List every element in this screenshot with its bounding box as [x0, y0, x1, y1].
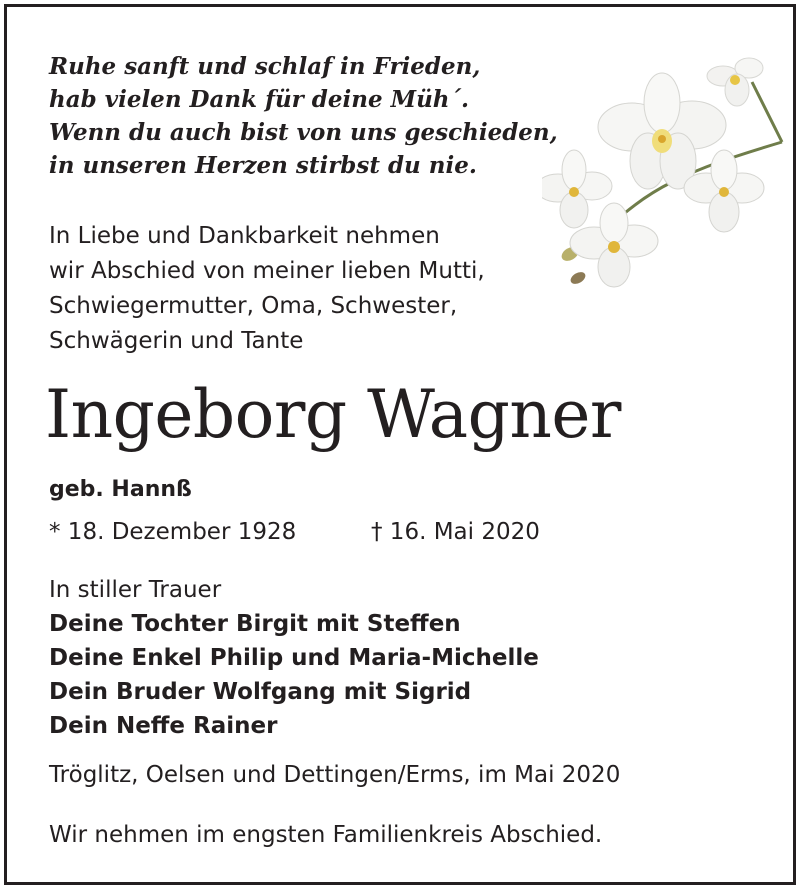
maiden-name: geb. Hannß — [49, 477, 192, 502]
poem-line: Ruhe sanft und schlaf in Frieden, — [49, 53, 481, 80]
memorial-poem — [49, 50, 558, 182]
intro-line: Schwägerin und Tante — [49, 328, 304, 354]
obituary-frame — [4, 4, 796, 885]
birth-date: * 18. Dezember 1928 — [49, 519, 297, 545]
mourners-heading: In stiller Trauer — [49, 577, 222, 603]
intro-line: Schwiegermutter, Oma, Schwester, — [49, 293, 458, 319]
mourners-list — [49, 573, 539, 743]
intro-line: wir Abschied von meiner lieben Mutti, — [49, 258, 485, 284]
place-and-date: Tröglitz, Oelsen und Dettingen/Erms, im Mai 2020 — [49, 762, 621, 788]
mourner-name: Dein Neffe Rainer — [49, 713, 278, 739]
mourner-name: Deine Enkel Philip und Maria-Michelle — [49, 645, 539, 671]
poem-line: hab vielen Dank für deine Müh´. — [49, 86, 470, 113]
death-date: † 16. Mai 2020 — [371, 519, 540, 545]
poem-line: in unseren Herzen stirbst du nie. — [49, 152, 477, 179]
orchid-icon — [542, 42, 792, 292]
poem-line: Wenn du auch bist von uns geschieden, — [49, 119, 558, 146]
deceased-name: Ingeborg Wagner — [45, 376, 621, 453]
mourner-name: Deine Tochter Birgit mit Steffen — [49, 611, 461, 637]
life-dates — [49, 516, 540, 548]
closing-note: Wir nehmen im engsten Familienkreis Abschied. — [49, 822, 603, 848]
mourner-name: Dein Bruder Wolfgang mit Sigrid — [49, 679, 472, 705]
intro-text — [49, 219, 485, 359]
intro-line: In Liebe und Dankbarkeit nehmen — [49, 223, 440, 249]
